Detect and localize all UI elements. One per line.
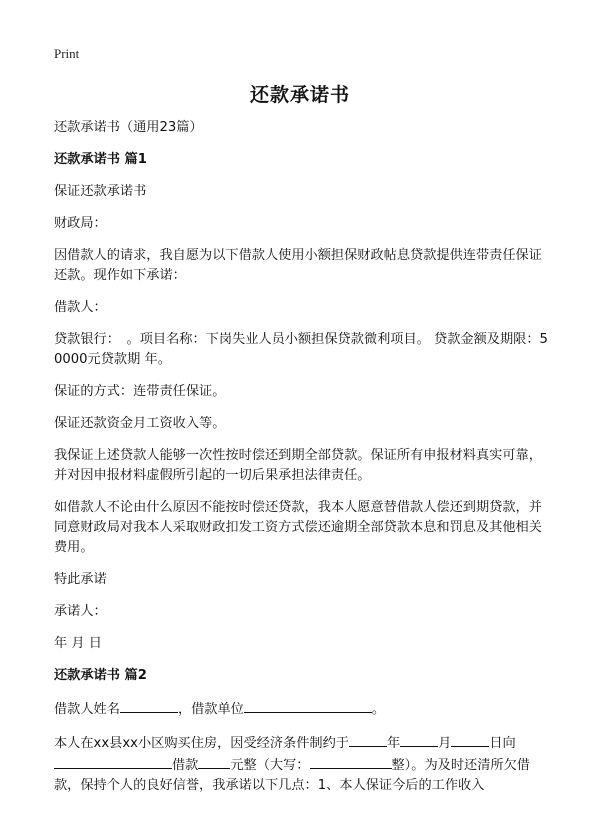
paragraph: 年 月 日: [54, 636, 102, 651]
paragraph: 因借款人的请求，我自愿为以下借款人使用小额担保财政帖息贷款提供连带责任保证还款。现作如下承诺：: [54, 248, 542, 283]
text-fragment: ，借款单位: [177, 702, 244, 717]
paragraph: 贷款银行： 。项目名称：下岗失业人员小额担保贷款微利项目。 贷款金额及期限：50000元贷款期 年。: [54, 332, 548, 367]
text-fragment: 元整（大写：: [230, 758, 310, 773]
section-2-heading: 还款承诺书 篇2: [54, 668, 147, 683]
document-subtitle: 还款承诺书（通用23篇）: [54, 120, 203, 135]
blank-line: [244, 698, 372, 713]
blank-line: [400, 732, 438, 747]
text-fragment: 整）。为及时还清所欠借款，保持个人的良好信誉，我承诺以下几点：1、本人保证今后的工作收入: [54, 758, 530, 793]
blank-line: [349, 732, 387, 747]
paragraph: 我保证上述贷款人能够一次性按时偿还到期全部贷款。保证所有申报材料真实可靠，并对因申报材料虚假所引起的一切后果承担法律责任。: [54, 448, 542, 483]
blank-line: [198, 754, 230, 769]
paragraph: 保证的方式：连带责任保证。: [54, 384, 226, 399]
blank-line: [451, 732, 489, 747]
document-title: 还款承诺书: [249, 84, 350, 106]
blank-line: [54, 754, 172, 769]
print-label: Print: [54, 46, 80, 61]
paragraph: 财政局：: [54, 216, 107, 231]
blank-line: [310, 754, 392, 769]
paragraph: [54, 732, 550, 796]
paragraph: 保证还款资金月工资收入等。: [54, 416, 226, 431]
text-fragment: 年: [386, 736, 401, 751]
paragraph: [54, 698, 550, 720]
document-body: [54, 118, 550, 808]
paragraph: 承诺人：: [54, 604, 107, 619]
text-fragment: 月: [438, 736, 452, 751]
paragraph: 如借款人不论由什么原因不能按时偿还贷款，我本人愿意替借款人偿还到期贷款，并同意财政局对我本人采取财政扣发工资方式偿还逾期全部贷款本息和罚息及其他相关费用。: [54, 500, 542, 555]
blank-line: [120, 698, 178, 713]
text-fragment: 本人在xx县xx小区购买住房，因受经济条件制约于: [54, 736, 349, 751]
paragraph: 保证还款承诺书: [54, 184, 147, 199]
text-fragment: 借款: [172, 758, 199, 773]
section-1-heading: 还款承诺书 篇1: [54, 152, 147, 167]
text-fragment: 日向: [489, 736, 516, 751]
text-fragment: 借款人姓名: [54, 702, 120, 717]
paragraph: 借款人：: [54, 300, 107, 315]
paragraph: 特此承诺: [54, 572, 107, 587]
text-fragment: 。: [371, 702, 386, 717]
